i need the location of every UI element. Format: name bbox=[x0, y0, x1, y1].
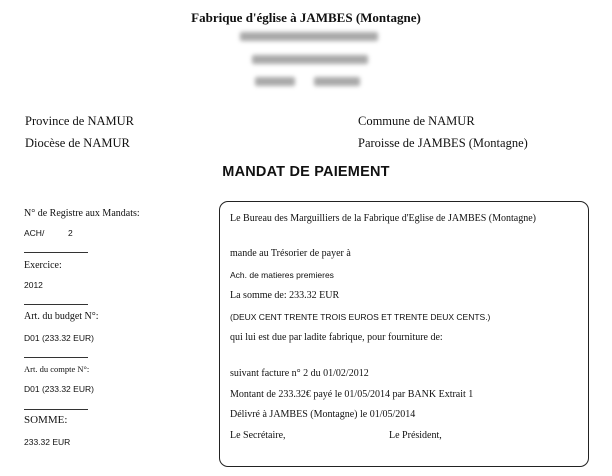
due-line: qui lui est due par ladite fabrique, pour fourniture de: bbox=[230, 332, 443, 343]
compte-rule bbox=[24, 409, 88, 410]
president-label: Le Président, bbox=[389, 430, 442, 441]
secretaire-label: Le Secrétaire, bbox=[230, 430, 286, 441]
registre-number: 2 bbox=[68, 228, 73, 238]
somme-en-lettres: (DEUX CENT TRENTE TROIS EUROS ET TRENTE DEUX CENTS.) bbox=[230, 312, 491, 322]
delivre-line: Délivré à JAMBES (Montagne) le 01/05/2014 bbox=[230, 409, 416, 420]
budget-value: D01 (233.32 EUR) bbox=[24, 333, 94, 343]
fabrique-title: Fabrique d'église à JAMBES (Montagne) bbox=[191, 10, 421, 25]
bureau-line: Le Bureau des Marguilliers de la Fabrique d'Eglise de JAMBES (Montagne) bbox=[230, 213, 536, 224]
montant-line: Montant de 233.32€ payé le 01/05/2014 par BANK Extrait 1 bbox=[230, 389, 474, 400]
somme-label: SOMME: bbox=[24, 414, 68, 426]
compte-value: D01 (233.32 EUR) bbox=[24, 384, 94, 394]
somme-line: La somme de: 233.32 EUR bbox=[230, 290, 340, 301]
mande-line: mande au Trésorier de payer à bbox=[230, 248, 351, 259]
paroisse-line: Paroisse de JAMBES (Montagne) bbox=[358, 136, 528, 150]
beneficiaire: Ach. de matieres premieres bbox=[230, 270, 334, 280]
registre-label: N° de Registre aux Mandats: bbox=[24, 208, 140, 219]
redacted-phone-left bbox=[255, 77, 295, 86]
province-line: Province de NAMUR bbox=[25, 114, 135, 128]
exercice-rule bbox=[24, 304, 88, 305]
commune-line: Commune de NAMUR bbox=[358, 114, 475, 128]
diocese-line: Diocèse de NAMUR bbox=[25, 136, 130, 150]
budget-label: Art. du budget N°: bbox=[24, 311, 99, 322]
somme-value: 233.32 EUR bbox=[24, 437, 71, 447]
exercice-label: Exercice: bbox=[24, 260, 62, 271]
budget-rule bbox=[24, 357, 88, 358]
registre-prefix: ACH/ bbox=[24, 228, 45, 238]
exercice-value: 2012 bbox=[24, 280, 43, 290]
redacted-phone-right bbox=[314, 77, 360, 86]
compte-label: Art. du compte N°: bbox=[24, 364, 90, 374]
document-title: MANDAT DE PAIEMENT bbox=[222, 164, 390, 180]
redacted-address-line-1 bbox=[240, 32, 378, 41]
facture-line: suivant facture n° 2 du 01/02/2012 bbox=[230, 368, 369, 379]
redacted-address-line-2 bbox=[252, 55, 368, 64]
registre-rule bbox=[24, 252, 88, 253]
